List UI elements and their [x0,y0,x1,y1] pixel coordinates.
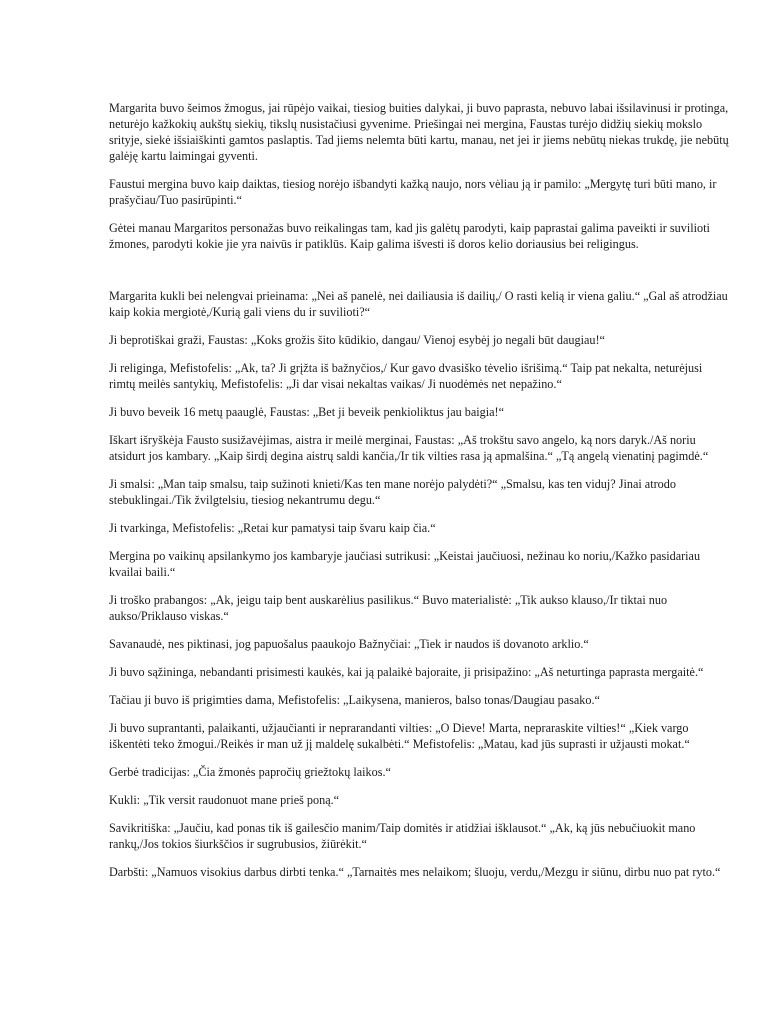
paragraph: Margarita buvo šeimos žmogus, jai rūpėjo vaikai, tiesiog buities dalykai, ji buvo paprasta, nebuvo labai išsilavinusi ir protinga, neturėjo kažkokių aukštų siekių, tikslų nusistačiusi gyvenime. Priešingai nei mergina, Faustas turėjo didžių siekių mokslo srityje, siekė išsiaiškinti gamtos paslaptis. Tad jiems nelemta būti kartu, manau, net jei ir jiems nebūtų niekas trukdę, jie nebūtų galėję kartu laimingai gyventi. [109,101,729,163]
paragraph: Faustui mergina buvo kaip daiktas, tiesiog norėjo išbandyti kažką naujo, nors vėliau ją ir pamilo: „Mergytę turi būti mano, ir prašyčiau/Tuo pasirūpinti.“ [109,177,717,207]
paragraph: Ji troško prabangos: „Ak, jeigu taip bent auskarėlius pasilikus.“ Buvo materialistė: „Tik aukso klauso,/Ir tiktai nuo aukso/Priklauso viskas.“ [109,593,668,623]
paragraph: Gėtei manau Margaritos personažas buvo reikalingas tam, kad jis galėtų parodyti, kaip paprastai galima paveikti ir suvilioti žmones, parodyti kokie jie yra naivūs ir patiklūs. Kaip galima išvesti iš doros kelio doriausius bei religingus. [109,221,710,251]
paragraph: Mergina po vaikinų apsilankymo jos kambaryje jaučiasi sutrikusi: „Keistai jaučiuosi, nežinau ko noriu,/Kažko pasidariau kvailai baili.“ [109,549,701,579]
paragraph: Savanaudė, nes piktinasi, jog papuošalus paaukojo Bažnyčiai: „Tiek ir naudos iš dovanoto arklio.“ [109,637,589,651]
paragraph: Ji buvo beveik 16 metų paauglė, Faustas: „Bet ji beveik penkioliktus jau baigia!“ [109,405,504,419]
paragraph: Darbšti: „Namuos visokius darbus dirbti tenka.“ „Tarnaitės mes nelaikom; šluoju, verdu,/Mezgu ir siūnu, dirbu nuo pat ryto.“ [109,865,721,879]
paragraph: Ji smalsi: „Man taip smalsu, taip sužinoti knieti/Kas ten mane norėjo palydėti?“ „Smalsu, kas ten viduj? Jinai atrodo stebuklingai./Tik žvilgtelsiu, tiesiog nekantrumu degu.“ [109,477,676,507]
section-gap [109,264,729,288]
document-page [109,100,729,892]
paragraph: Ji buvo sąžininga, nebandanti prisimesti kaukės, kai ją palaikė bajoraite, ji prisipažino: „Aš neturtinga paprasta mergaitė.“ [109,665,704,679]
paragraph: Kukli: „Tik versit raudonuot mane prieš poną.“ [109,793,340,807]
paragraph: Iškart išryškėja Fausto susižavėjimas, aistra ir meilė merginai, Faustas: „Aš trokštu savo angelo, ką nors daryk./Aš noriu atsidurt jos kambary. „Kaip širdį degina aistrų saldi kančia,/Ir tik vilties rasa ją apmalšina.“ „Tą angelą vienatinį pagimdė.“ [109,433,709,463]
paragraph: Gerbė tradicijas: „Čia žmonės papročių griežtokų laikos.“ [109,765,391,779]
paragraph: Savikritiška: „Jaučiu, kad ponas tik iš gailesčio manim/Taip domitės ir atidžiai išklausot.“ „Ak, ką jūs nebučiuokit mano rankų,/Jos tokios šiurkščios ir sugrubusios, žiūrėkit.“ [109,821,696,851]
paragraph: Tačiau ji buvo iš prigimties dama, Mefistofelis: „Laikysena, manieros, balso tonas/Daugiau pasako.“ [109,693,600,707]
paragraph: Ji beprotiškai graži, Faustas: „Koks grožis šito kūdikio, dangau/ Vienoj esybėj jo negali būt daugiau!“ [109,333,605,347]
paragraph: Ji tvarkinga, Mefistofelis: „Retai kur pamatysi taip švaru kaip čia.“ [109,521,436,535]
paragraph: Ji buvo suprantanti, palaikanti, užjaučianti ir neprarandanti vilties: „O Dieve! Marta, nepraraskite vilties!“ „Kiek vargo iškentėti teko žmogui./Reikės ir man už jį maldelę sukalbėti.“ Mefistofelis: „Matau, kad jūs suprasti ir užjausti mokat.“ [109,721,690,751]
paragraph: Ji religinga, Mefistofelis: „Ak, ta? Ji grįžta iš bažnyčios,/ Kur gavo dvasiško tėvelio išrišimą.“ Taip pat nekalta, neturėjusi rimtų meilės santykių, Mefistofelis: „Ji dar visai nekaltas vaikas/ Ji nuodėmės net nepažino.“ [109,361,703,391]
paragraph: Margarita kukli bei nelengvai prieinama: „Nei aš panelė, nei dailiausia iš dailių,/ O rasti kelią ir viena galiu.“ „Gal aš atrodžiau kaip kokia mergiotė,/Kurią gali viens du ir suvilioti?“ [109,289,728,319]
